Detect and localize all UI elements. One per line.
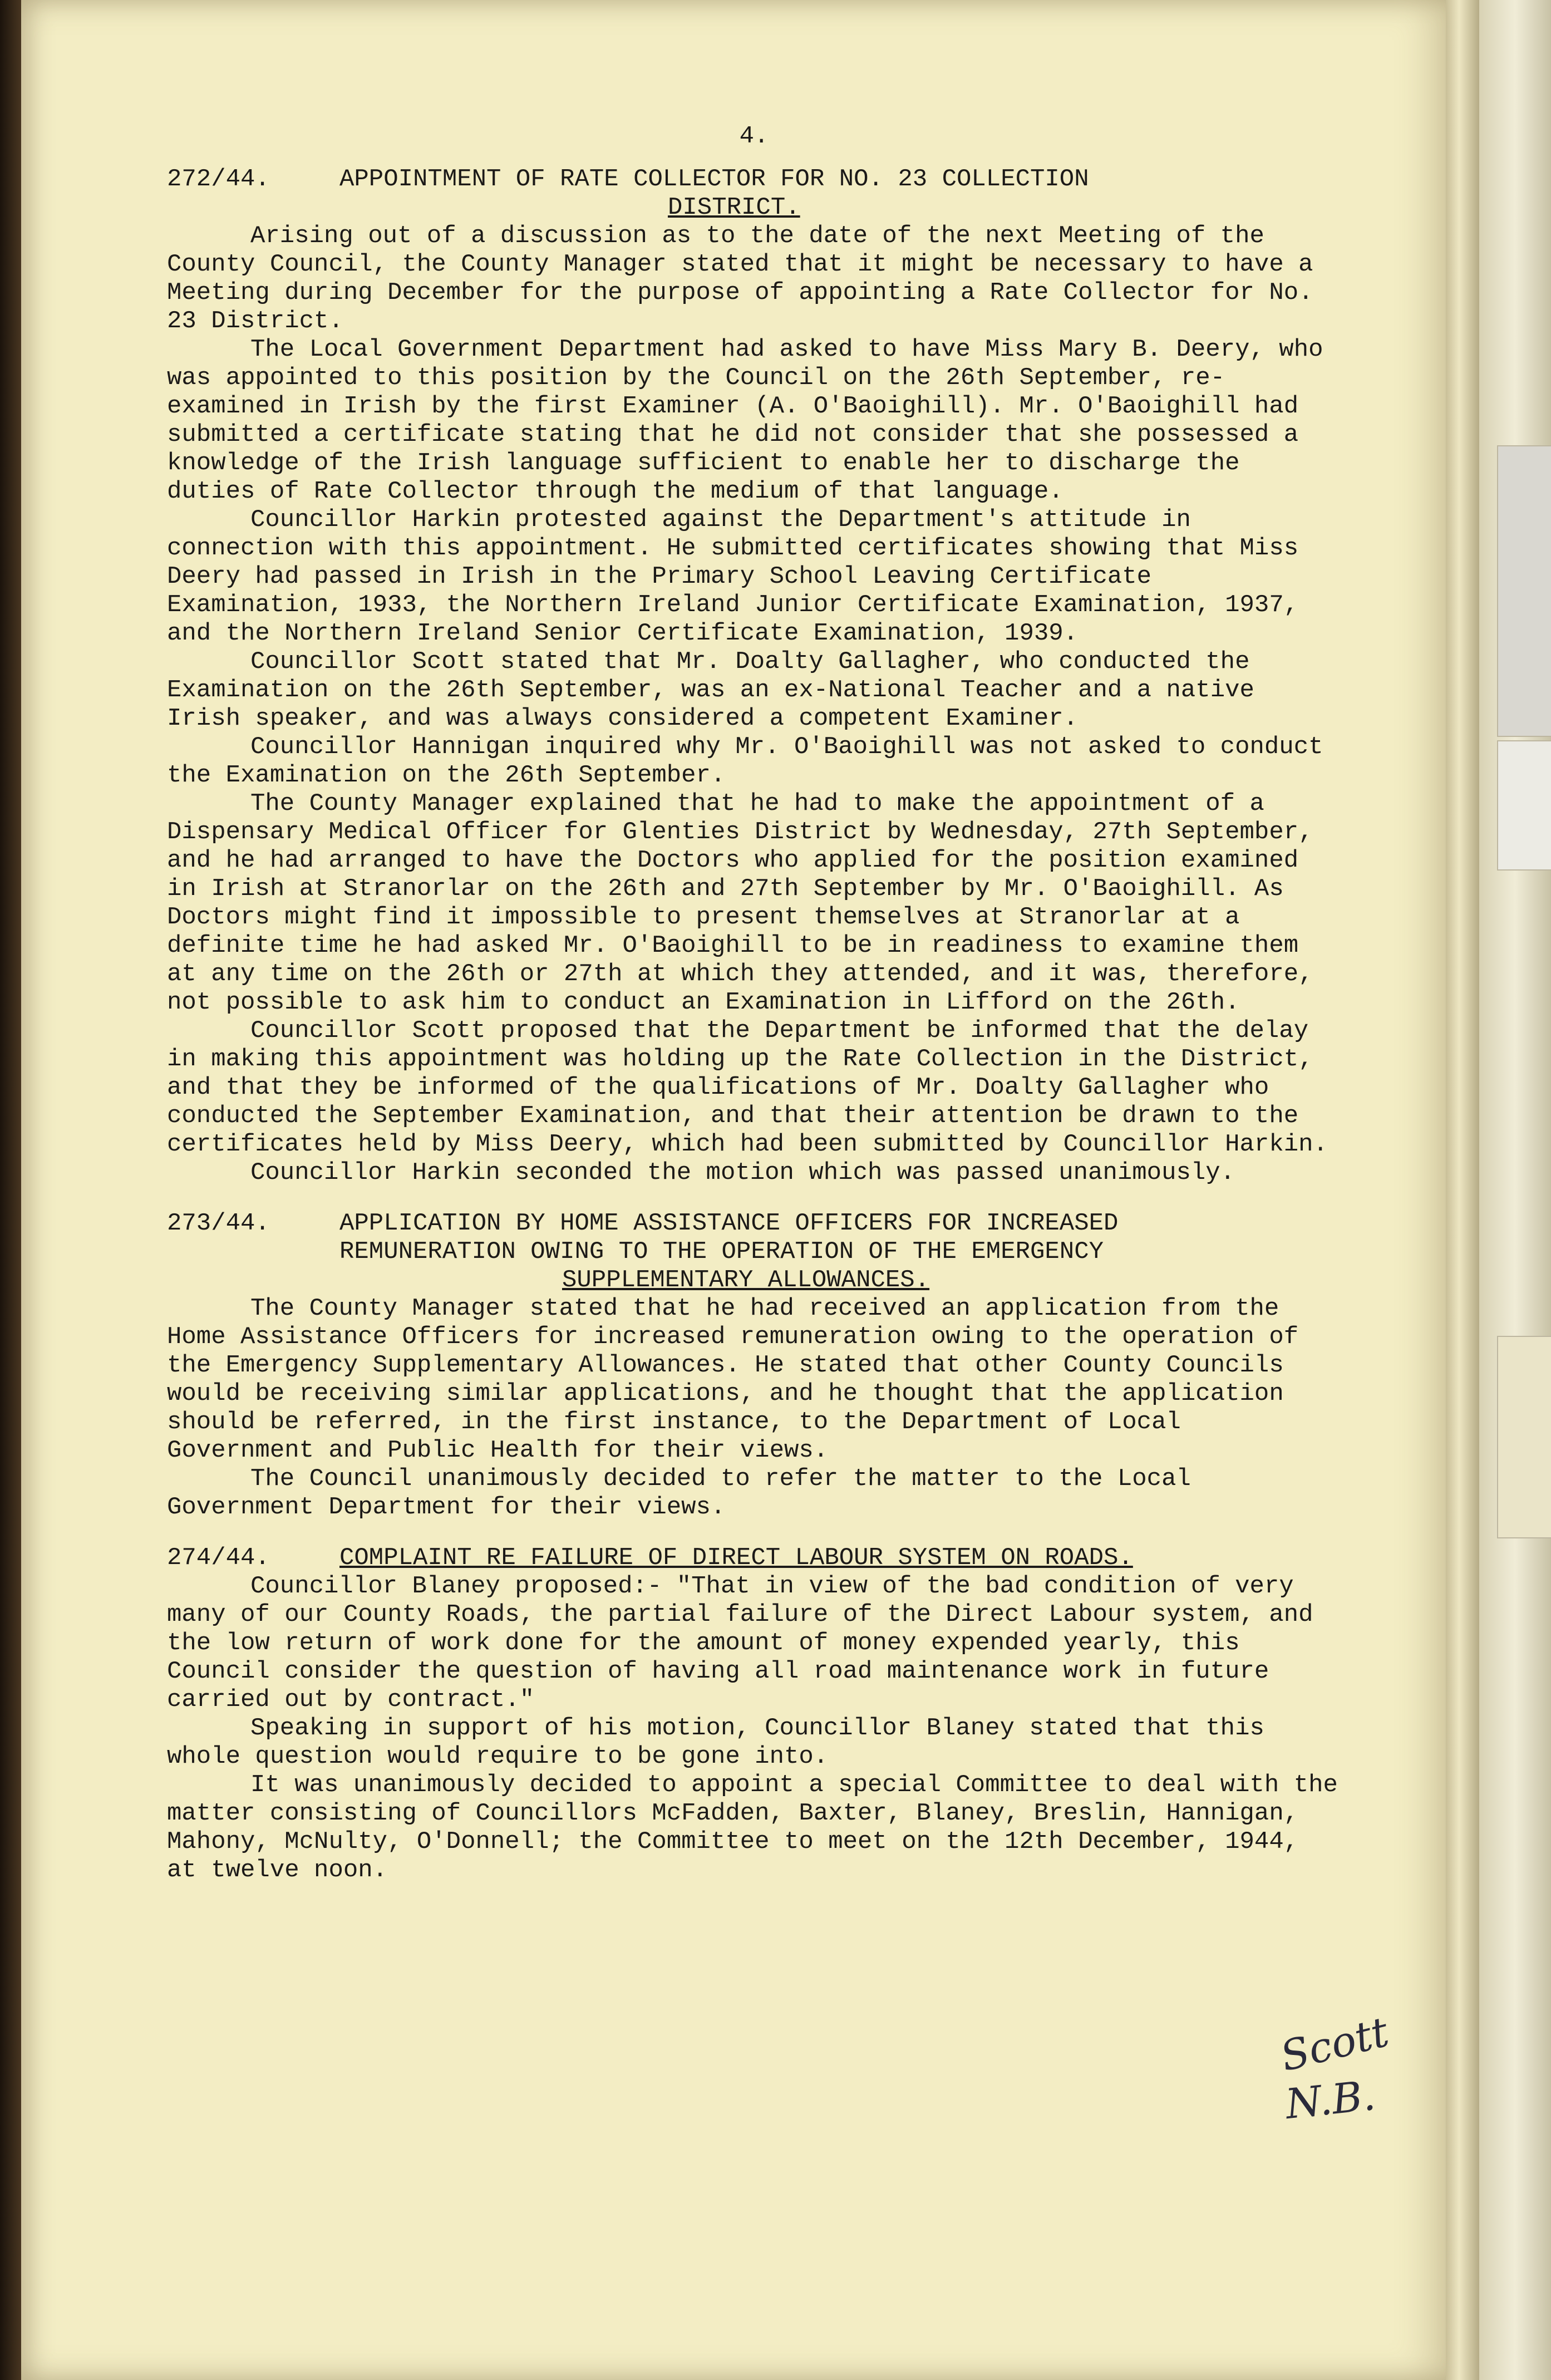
paragraph: Councillor Blaney proposed:- "That in view of the bad condition of very many of our County Roads, the partial failure of the Direct Labour system, and the low return of work done for the amount of money expended yearly, this Council consider the question of having all road maintenance work in future carried out by contract." [167, 1572, 1313, 1714]
paragraph: Councillor Hannigan inquired why Mr. O'Baoighill was not asked to conduct the Examination on the 26th September. [167, 733, 1323, 789]
item-title-line: APPLICATION BY HOME ASSISTANCE OFFICERS FOR INCREASED [339, 1209, 1119, 1237]
handwritten-initials: Scott [1276, 2008, 1394, 2081]
minute-item [167, 165, 1341, 1187]
item-title [339, 165, 1341, 222]
item-title [339, 1544, 1341, 1572]
binding-tab [1497, 445, 1551, 737]
paragraph: The Local Government Department had asked to have Miss Mary B. Deery, who was appointed to this position by the Council on the 26th September, re-examined in Irish by the first Examiner (A. O'Baoighill). Mr. O'Baoighill had submitted a certificate stating that he did not consider that she possessed a knowledge of the Irish language sufficient to enable her to discharge the duties of Rate Collector through the medium of that language. [167, 336, 1323, 505]
item-title-line: DISTRICT. [668, 194, 800, 222]
handwritten-initials: N.B. [1283, 2071, 1378, 2129]
item-reference: 272/44. [167, 165, 270, 193]
paragraph: The County Manager explained that he had to make the appointment of a Dispensary Medical Officer for Glenties District by Wednesday, 27th September, and he had arranged to have the Doctors who applied for the position examined in Irish at Stranorlar on the 26th and 27th September by Mr. O'Baoighill. As Doctors might find it impossible to present themselves at Stranorlar at a definite time he had asked Mr. O'Baoighill to be in readiness to examine them at any time on the 26th or 27th at which they attended, and it was, therefore, not possible to ask him to conduct an Examination in Lifford on the 26th. [167, 790, 1313, 1016]
item-heading [167, 1544, 1341, 1572]
minute-item [167, 1544, 1341, 1885]
book-edge-shadow [0, 0, 22, 2380]
binding-tab [1497, 1336, 1551, 1538]
document-body [167, 122, 1341, 1907]
paragraph: Arising out of a discussion as to the date of the next Meeting of the County Council, the County Manager stated that it might be necessary to have a Meeting during December for the purpose of appointing a Rate Collector for No. 23 District. [167, 222, 1313, 335]
item-reference: 274/44. [167, 1544, 270, 1572]
paragraph: Councillor Scott stated that Mr. Doalty Gallagher, who conducted the Examination on the 26th September, was an ex-National Teacher and a native Irish speaker, and was always considered a competent Examiner. [167, 648, 1254, 732]
paragraph: Councillor Harkin protested against the Department's attitude in connection with this appointment. He submitted certificates showing that Miss Deery had passed in Irish in the Primary School Leaving Certificate Examination, 1933, the Northern Ireland Junior Certificate Examination, 1937, and the Northern Ireland Senior Certificate Examination, 1939. [167, 506, 1299, 647]
page-gutter [1446, 0, 1479, 2380]
item-title [339, 1209, 1341, 1295]
item-heading [167, 1209, 1341, 1295]
item-reference: 273/44. [167, 1209, 270, 1237]
minute-item [167, 1209, 1341, 1522]
page-number: 4. [739, 122, 769, 150]
item-title-line: SUPPLEMENTARY ALLOWANCES. [562, 1266, 930, 1294]
paragraph: The Council unanimously decided to refer the matter to the Local Government Department for their views. [167, 1465, 1191, 1521]
paragraph: Councillor Harkin seconded the motion which was passed unanimously. [250, 1159, 1235, 1187]
item-title-line: COMPLAINT RE FAILURE OF DIRECT LABOUR SYSTEM ON ROADS. [339, 1544, 1133, 1572]
paragraph: It was unanimously decided to appoint a special Committee to deal with the matter consisting of Councillors McFadden, Baxter, Blaney, Breslin, Hannigan, Mahony, McNulty, O'Donnell; the Committee to meet on the 12th December, 1944, at twelve noon. [167, 1771, 1338, 1884]
paragraph: Speaking in support of his motion, Councillor Blaney stated that this whole question would require to be gone into. [167, 1714, 1264, 1771]
item-title-line: REMUNERATION OWING TO THE OPERATION OF THE EMERGENCY [339, 1238, 1104, 1266]
paragraph: The County Manager stated that he had received an application from the Home Assistance Officers for increased remuneration owing to the operation of the Emergency Supplementary Allowances. He stated that other County Councils would be receiving similar applications, and he thought that the application should be referred, in the first instance, to the Department of Local Government and Public Health for their views. [167, 1295, 1299, 1464]
item-heading [167, 165, 1341, 222]
item-title-line: APPOINTMENT OF RATE COLLECTOR FOR NO. 23 COLLECTION [339, 165, 1089, 193]
binding-strip [1479, 0, 1551, 2380]
paragraph: Councillor Scott proposed that the Department be informed that the delay in making this appointment was holding up the Rate Collection in the District, and that they be informed of the qualifications of Mr. Doalty Gallagher who conducted the September Examination, and that their attention be drawn to the certificates held by Miss Deery, which had been submitted by Councillor Harkin. [167, 1017, 1328, 1158]
binding-tab [1497, 740, 1551, 871]
